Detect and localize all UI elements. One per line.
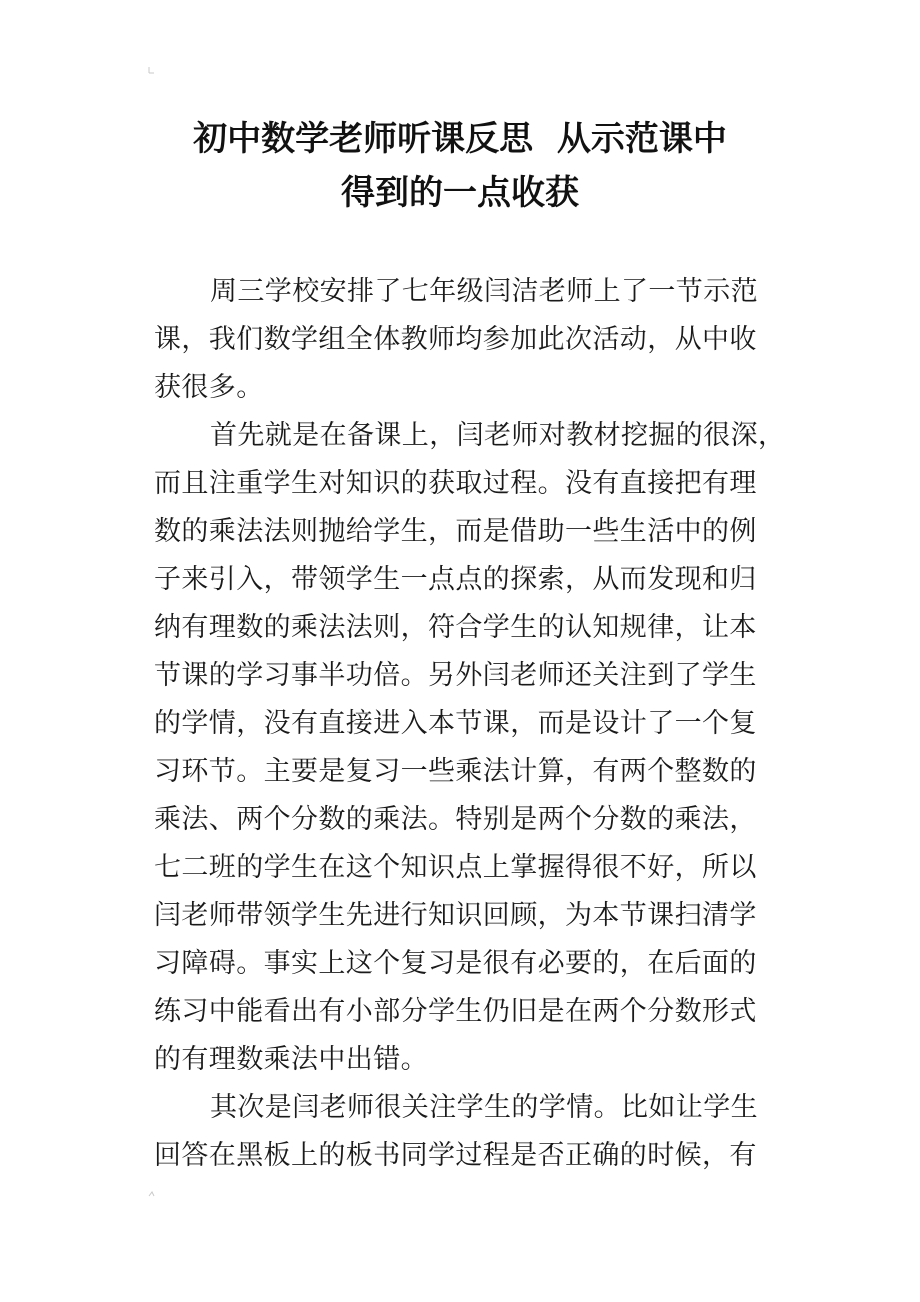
paragraph-2 [154, 412, 786, 1084]
text-line: 数的乘法法则抛给学生，而是借助一些生活中的例 [154, 516, 757, 547]
paragraph-1 [154, 268, 768, 412]
text-line: 回答在黑板上的板书同学过程是否正确的时候，有 [154, 1140, 757, 1171]
text-line: 课，我们数学组全体教师均参加此次活动，从中收 [154, 324, 757, 355]
text-line: 其次是闫老师很关注学生的学情。比如让学生 [210, 1092, 758, 1123]
title-line-1: 初中数学老师听课反思 从示范课中 [193, 119, 727, 159]
text-line: 节课的学习事半功倍。另外闫老师还关注到了学生 [154, 660, 757, 691]
corner-mark-icon [148, 1190, 156, 1198]
text-line: 的学情，没有直接进入本节课，而是设计了一个复 [154, 708, 757, 739]
text-line: 习障碍。事实上这个复习是很有必要的，在后面的 [154, 948, 757, 979]
text-line: 闫老师带领学生先进行知识回顾，为本节课扫清学 [154, 900, 757, 931]
text-line: 乘法、两个分数的乘法。特别是两个分数的乘法， [154, 804, 757, 835]
text-line: 首先就是在备课上，闫老师对教材挖掘的很深， [210, 420, 786, 451]
text-line: 子来引入，带领学生一点点的探索，从而发现和归 [154, 564, 757, 595]
title-line-2: 得到的一点收获 [341, 173, 579, 213]
text-line: 周三学校安排了七年级闫洁老师上了一节示范 [210, 276, 758, 307]
text-line: 纳有理数的乘法法则，符合学生的认知规律，让本 [154, 612, 757, 643]
text-line: 获很多。 [154, 372, 264, 403]
text-line: 习环节。主要是复习一些乘法计算，有两个整数的 [154, 756, 757, 787]
corner-mark-icon [148, 66, 156, 74]
text-line: 练习中能看出有小部分学生仍旧是在两个分数形式 [154, 996, 757, 1027]
text-line: 而且注重学生对知识的获取过程。没有直接把有理 [154, 468, 757, 499]
text-line: 七二班的学生在这个知识点上掌握得很不好，所以 [154, 852, 757, 883]
document-body [154, 268, 786, 1180]
paragraph-3 [154, 1084, 768, 1180]
text-line: 的有理数乘法中出错。 [154, 1044, 428, 1075]
document-title [120, 112, 800, 220]
